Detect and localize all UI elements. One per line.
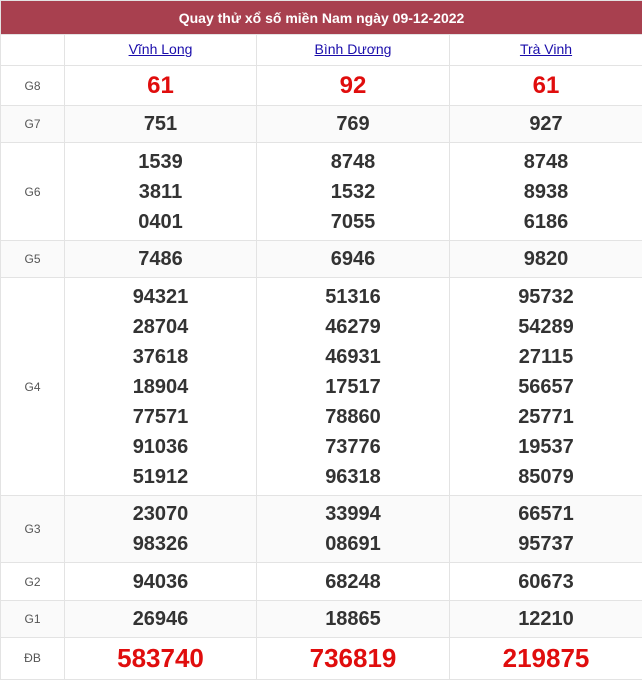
- prize-row: [1, 600, 642, 637]
- prize-number: 736819: [309, 643, 397, 674]
- prize-number: 46931: [325, 345, 381, 368]
- prize-cell: [257, 563, 450, 600]
- prize-label: G2: [1, 563, 65, 600]
- prize-row: [1, 637, 642, 679]
- prize-cell: [257, 66, 450, 106]
- prize-cell: [257, 240, 450, 277]
- prize-number: 219875: [502, 643, 590, 674]
- prize-number: 77571: [132, 405, 189, 428]
- prize-number: 583740: [117, 643, 204, 674]
- prize-number: 56657: [518, 375, 574, 398]
- prize-number: 66571: [518, 503, 574, 526]
- prize-cell: [450, 278, 642, 496]
- province-header-cell: [257, 35, 450, 66]
- prize-number: 9820: [523, 248, 569, 271]
- prize-number: 26946: [132, 607, 189, 630]
- prize-number: 85079: [518, 465, 574, 488]
- province-header-row: [1, 35, 642, 66]
- prize-cell: [257, 278, 450, 496]
- prize-number: 12210: [518, 607, 574, 630]
- prize-number: 95737: [518, 533, 574, 556]
- prize-cell: [450, 106, 642, 143]
- prize-number: 6186: [523, 210, 569, 233]
- prize-cell: [65, 106, 257, 143]
- prize-row: [1, 66, 642, 106]
- prize-number: 8748: [330, 150, 376, 173]
- prize-cell: [65, 600, 257, 637]
- prize-label: G8: [1, 66, 65, 106]
- prize-label: G7: [1, 106, 65, 143]
- prize-number: 61: [147, 71, 174, 99]
- prize-number: 51316: [325, 285, 381, 308]
- prize-cell: [65, 66, 257, 106]
- prize-number: 51912: [132, 465, 189, 488]
- prize-number: 7055: [330, 210, 376, 233]
- prize-number: 08691: [325, 533, 381, 556]
- prize-label: G3: [1, 496, 65, 563]
- prize-cell: [257, 600, 450, 637]
- province-header-cell: [65, 35, 257, 66]
- province-header-cell: [450, 35, 642, 66]
- province-link-binh-duong[interactable]: Bình Dương: [314, 41, 392, 58]
- prize-number: 3811: [138, 180, 183, 203]
- prize-row: [1, 106, 642, 143]
- prize-cell: [257, 496, 450, 563]
- prize-number: 61: [532, 71, 560, 99]
- prize-number: 73776: [325, 435, 381, 458]
- prize-number: 8748: [523, 150, 569, 173]
- prize-cell: [450, 637, 642, 679]
- prize-row: [1, 496, 642, 563]
- header-empty-cell: [1, 35, 65, 66]
- prize-cell: [65, 637, 257, 679]
- prize-number: 27115: [518, 345, 574, 368]
- prize-cell: [65, 496, 257, 563]
- prize-row: [1, 143, 642, 240]
- prize-number: 927: [529, 113, 563, 136]
- prize-cell: [450, 496, 642, 563]
- prize-number: 18865: [325, 607, 381, 630]
- prize-number: 33994: [325, 503, 381, 526]
- prize-number: 28704: [132, 315, 189, 338]
- prize-row: [1, 240, 642, 277]
- prize-number: 1539: [138, 150, 183, 173]
- prize-cell: [450, 563, 642, 600]
- prize-number: 68248: [325, 570, 381, 593]
- prize-number: 96318: [325, 465, 381, 488]
- prize-cell: [257, 637, 450, 679]
- prize-number: 6946: [330, 248, 376, 271]
- prize-number: 78860: [325, 405, 381, 428]
- prize-number: 95732: [518, 285, 574, 308]
- prize-label: ĐB: [1, 637, 65, 679]
- prize-label: G5: [1, 240, 65, 277]
- table-title: Quay thử xổ số miền Nam ngày 09-12-2022: [1, 1, 642, 35]
- prize-number: 17517: [325, 375, 381, 398]
- prize-cell: [450, 143, 642, 240]
- province-link-tra-vinh[interactable]: Trà Vinh: [519, 41, 573, 58]
- prize-cell: [450, 240, 642, 277]
- prize-number: 19537: [518, 435, 574, 458]
- prize-number: 60673: [518, 570, 574, 593]
- prize-cell: [450, 66, 642, 106]
- province-link-vinh-long[interactable]: Vĩnh Long: [128, 41, 193, 58]
- prize-cell: [450, 600, 642, 637]
- prize-label: G6: [1, 143, 65, 240]
- prize-number: 751: [143, 113, 178, 136]
- title-row: [1, 1, 642, 35]
- prize-label: G1: [1, 600, 65, 637]
- prize-label: G4: [1, 278, 65, 496]
- prize-number: 0401: [138, 210, 183, 233]
- prize-number: 54289: [518, 315, 574, 338]
- prize-number: 1532: [330, 180, 376, 203]
- prize-cell: [65, 278, 257, 496]
- prize-number: 8938: [523, 180, 569, 203]
- prize-number: 46279: [325, 315, 381, 338]
- prize-number: 92: [339, 71, 367, 99]
- prize-cell: [65, 240, 257, 277]
- prize-cell: [257, 143, 450, 240]
- prize-number: 91036: [132, 435, 189, 458]
- prize-number: 94036: [132, 570, 189, 593]
- prize-number: 7486: [138, 248, 183, 271]
- prize-number: 94321: [132, 285, 189, 308]
- prize-row: [1, 278, 642, 496]
- prize-cell: [65, 143, 257, 240]
- prize-number: 98326: [132, 533, 189, 556]
- prize-cell: [257, 106, 450, 143]
- prize-cell: [65, 563, 257, 600]
- prize-row: [1, 563, 642, 600]
- prize-number: 18904: [132, 375, 189, 398]
- prize-number: 769: [336, 113, 370, 136]
- prize-number: 25771: [518, 405, 574, 428]
- prize-number: 37618: [132, 345, 189, 368]
- prize-number: 23070: [132, 503, 189, 526]
